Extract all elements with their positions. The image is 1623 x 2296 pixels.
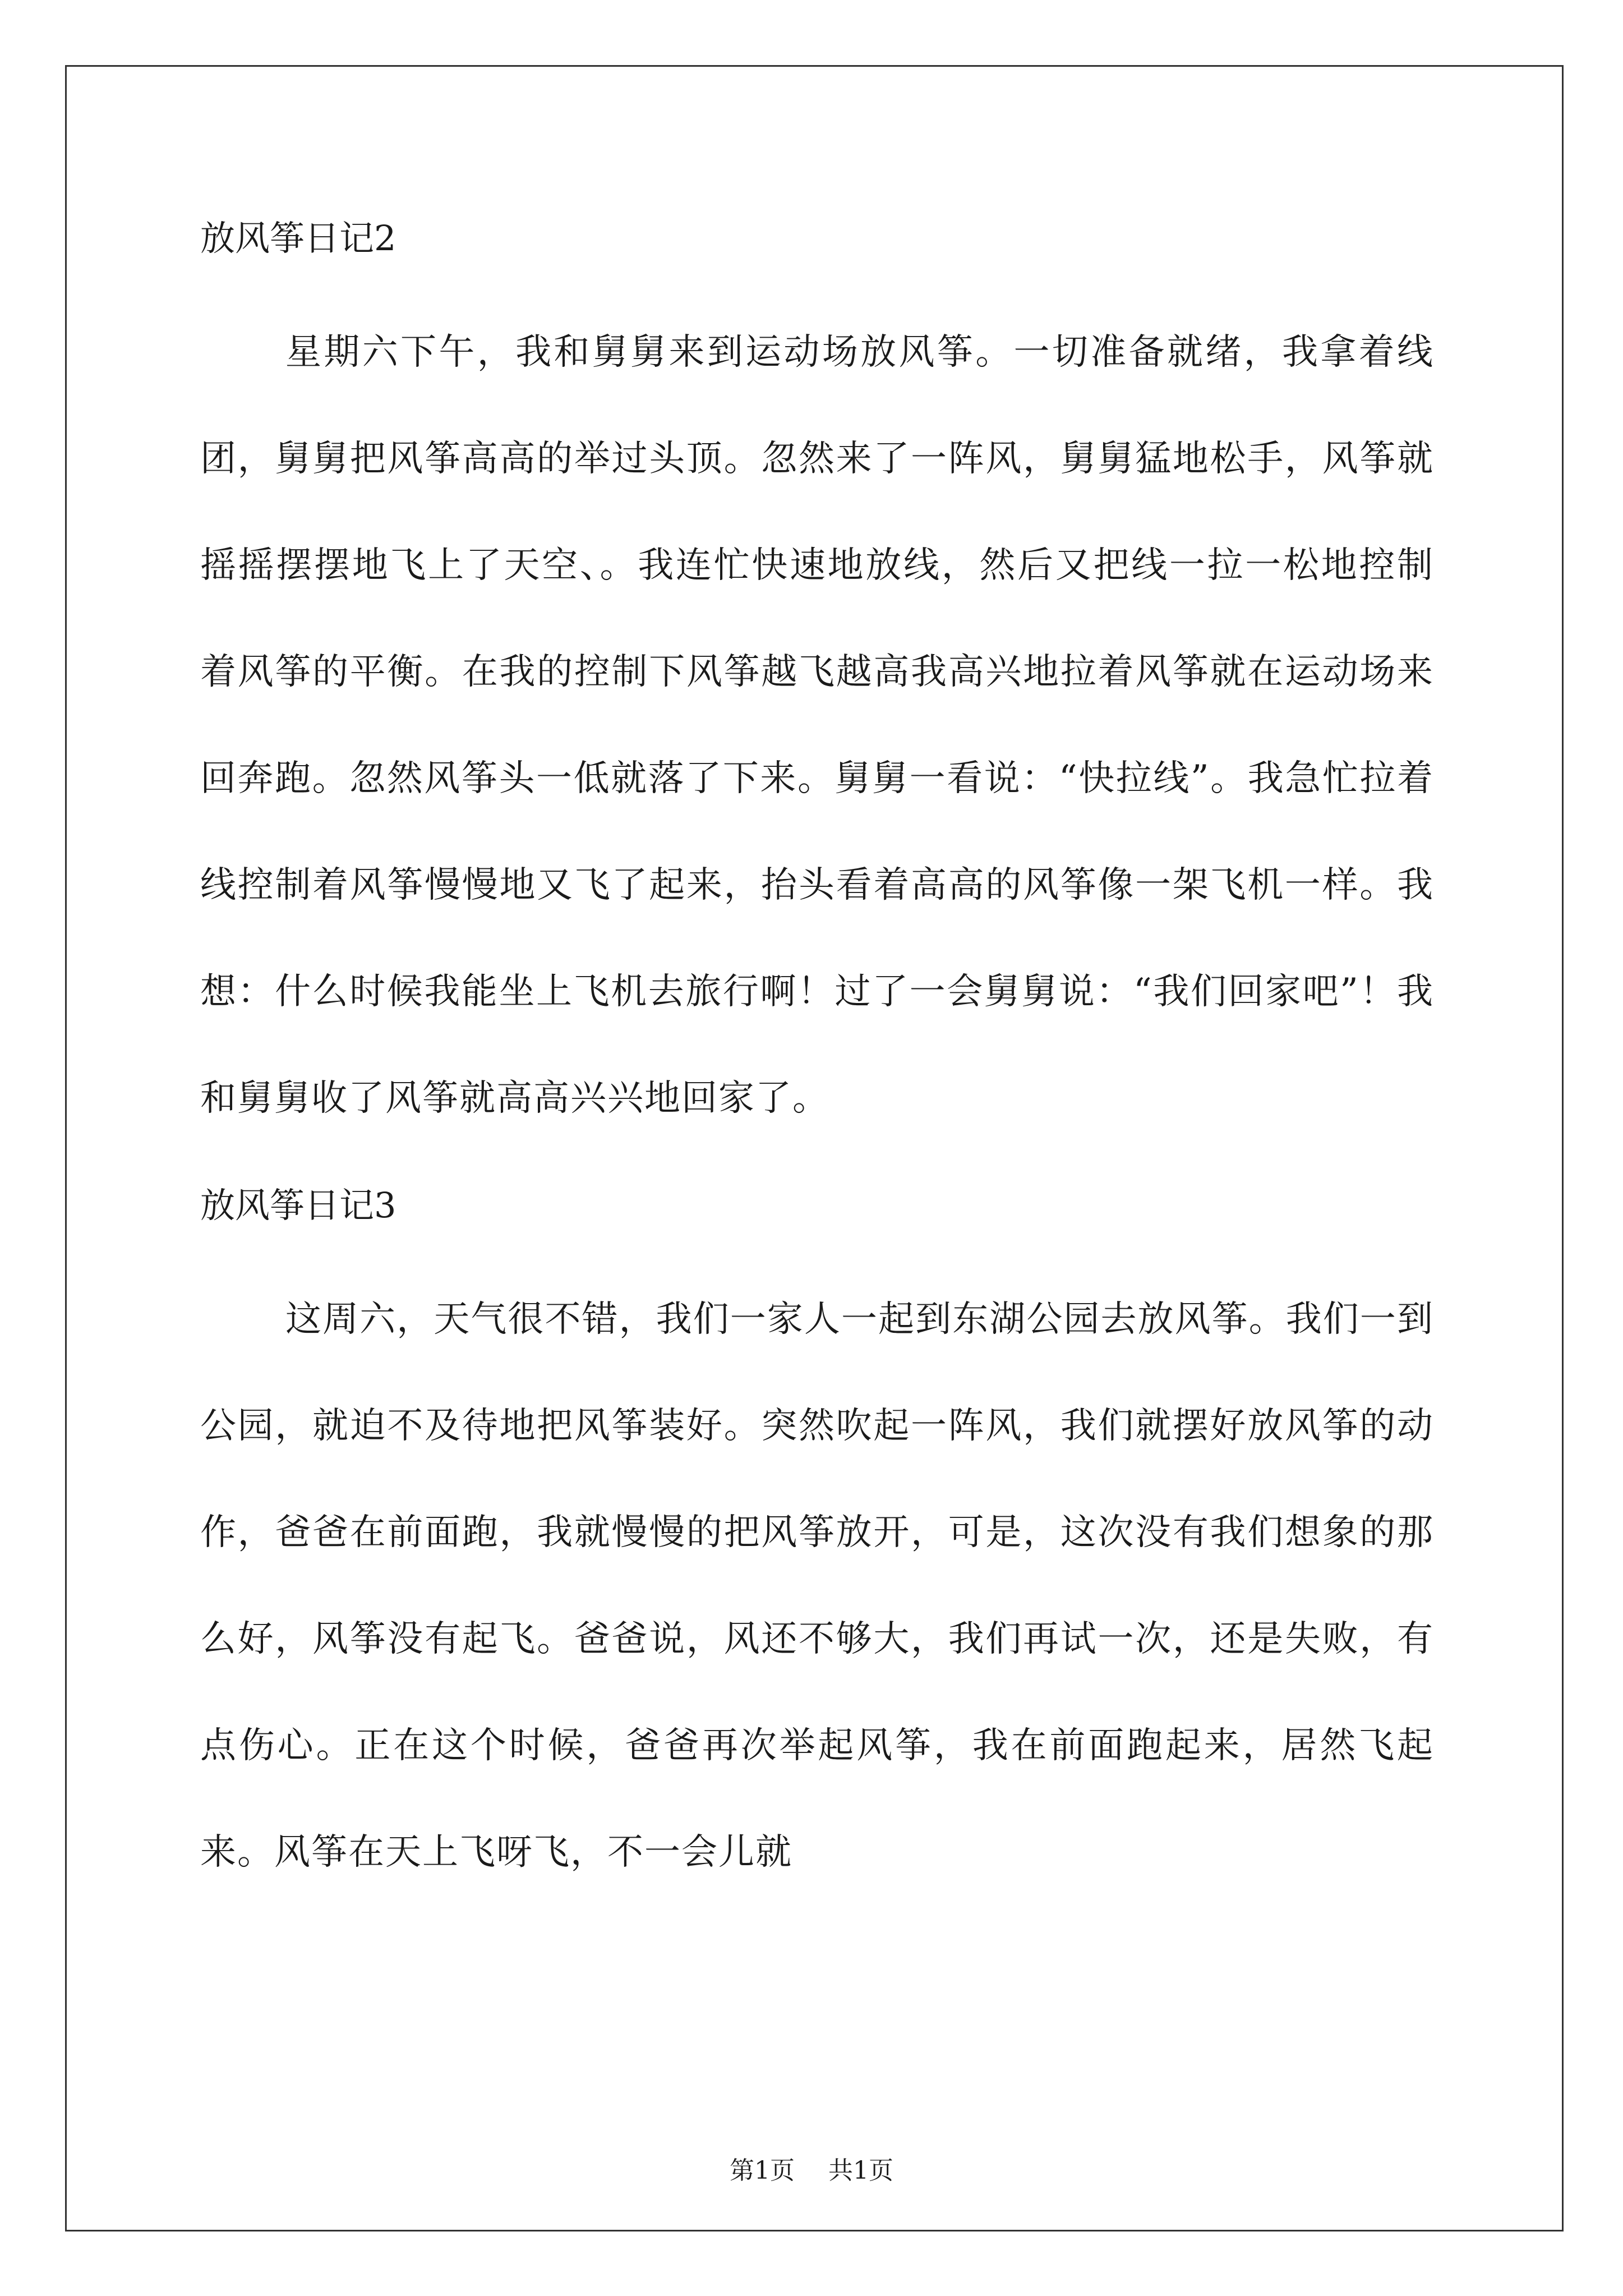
- section-paragraph: 这周六，天气很不错，我们一家人一起到东湖公园去放风筝。我们一到公园，就迫不及待地把风筝装好。突然吹起一阵风，我们就摆好放风筝的动作，爸爸在前面跑，我就慢慢的把风筝放开，可是，这次没有我们想象的那么好，风筝没有起飞。爸爸说，风还不够大，我们再试一次，还是失败，有点伤心。正在这个时候，爸爸再次举起风筝，我在前面跑起来，居然飞起来。风筝在天上飞呀飞，不一会儿就: [200, 1299, 1434, 1873]
- page-total: 共1页: [828, 2156, 893, 2185]
- page-footer: [0, 2154, 1623, 2188]
- section-heading: 放风筝日记2: [200, 218, 396, 259]
- page-number: 第1页: [730, 2156, 795, 2185]
- document-body: [200, 216, 1434, 1906]
- section-paragraph: 星期六下午，我和舅舅来到运动场放风筝。一切准备就绪，我拿着线团，舅舅把风筝高高的举过头顶。忽然来了一阵风，舅舅猛地松手，风筝就摇摇摆摆地飞上了天空、。我连忙快速地放线，然后又把线一拉一松地控制着风筝的平衡。在我的控制下风筝越飞越高我高兴地拉着风筝就在运动场来回奔跑。忽然风筝头一低就落了下来。舅舅一看说：“快拉线”。我急忙拉着线控制着风筝慢慢地又飞了起来，抬头看着高高的风筝像一架飞机一样。我想：什么时候我能坐上飞机去旅行啊！过了一会舅舅说：“我们回家吧”！我和舅舅收了风筝就高高兴兴地回家了。: [200, 332, 1434, 1119]
- section-heading: 放风筝日记3: [200, 1185, 396, 1226]
